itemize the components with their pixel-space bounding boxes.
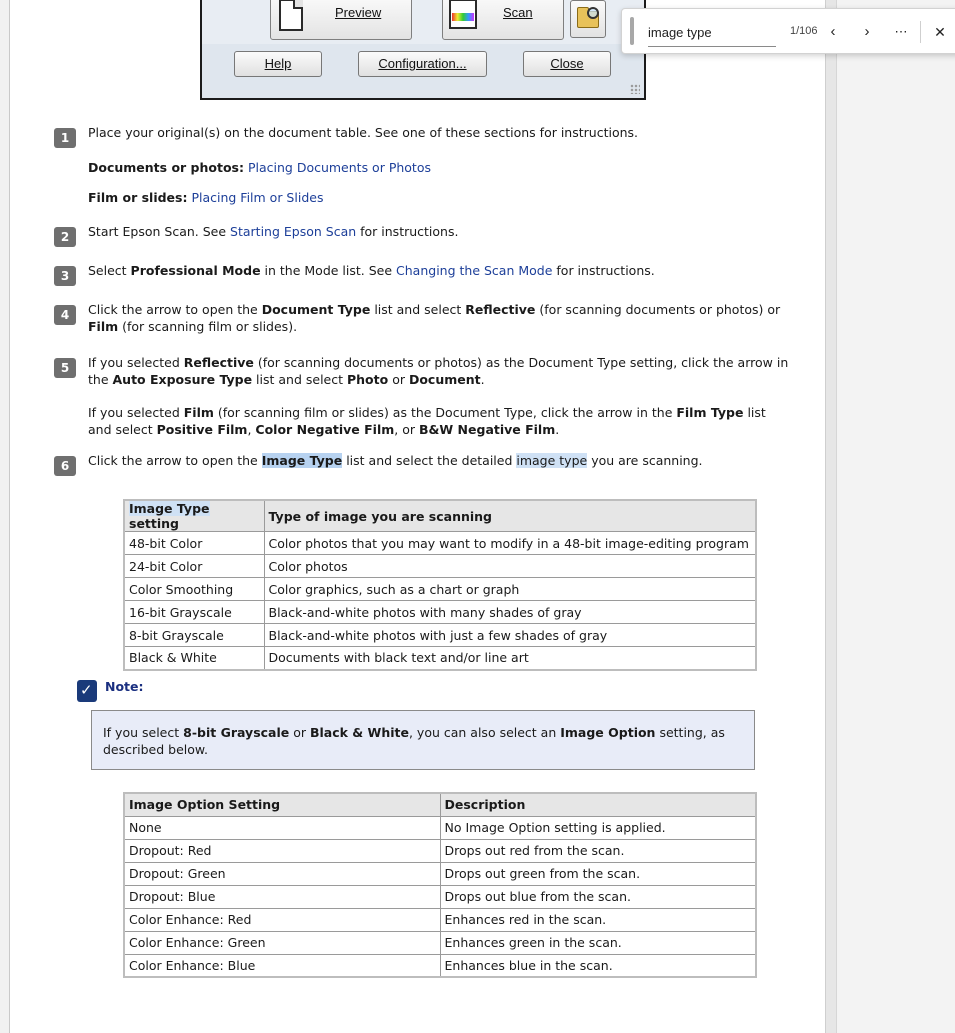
table-cell: Color photos that you may want to modify in a 48-bit image-editing program [264,532,756,555]
table-cell: Dropout: Blue [124,885,440,908]
placing-documents-link[interactable]: Placing Documents or Photos [247,160,431,175]
table-row [124,816,756,839]
table-row [124,532,756,555]
scan-button[interactable] [442,0,564,40]
docs-label: Documents or photos: [88,160,244,175]
table-row [124,839,756,862]
vertical-scrollbar[interactable] [825,0,837,1033]
left-margin [0,0,10,1033]
table-header-row [124,500,756,532]
table-cell: Enhances green in the scan. [440,931,756,954]
table-cell: 8-bit Grayscale [124,624,264,647]
table-cell: Enhances blue in the scan. [440,954,756,977]
close-dialog-button[interactable]: Close [523,51,611,77]
find-match-count: 1/106 [790,25,818,37]
file-save-settings-button[interactable] [570,0,606,38]
resize-grip[interactable] [630,84,640,94]
table-row [124,555,756,578]
table-cell: No Image Option setting is applied. [440,816,756,839]
table-cell: Dropout: Red [124,839,440,862]
configuration-button[interactable]: Configuration... [358,51,487,77]
step-4-text: Click the arrow to open the Document Type list and select Reflective (for scanning documents or photos) or Film (for scanning film or slides). [88,302,781,334]
table-cell: None [124,816,440,839]
table-cell: Color graphics, such as a chart or graph [264,578,756,601]
find-bar-divider [920,21,921,43]
table-row [124,624,756,647]
step-badge-6: 6 [54,456,76,476]
step-badge-2: 2 [54,227,76,247]
table-cell: Color Enhance: Green [124,931,440,954]
note-label: Note: [105,679,144,694]
table-cell: Color Smoothing [124,578,264,601]
table-cell: Drops out red from the scan. [440,839,756,862]
step-2-text: Start Epson Scan. See Starting Epson Scan for instructions. [88,224,459,239]
table-header-row [124,793,756,816]
table-row [124,578,756,601]
note-box: If you select 8-bit Grayscale or Black & White, you can also select an Image Option setting, as described below. [91,710,755,770]
right-pane [837,0,955,1033]
table-header-cell: Type of image you are scanning [264,500,756,532]
chevron-left-icon[interactable]: ‹ [830,23,836,40]
preview-button-label: Preview [335,5,382,20]
table-cell: Drops out blue from the scan. [440,885,756,908]
table-row [124,908,756,931]
image-type-table [123,499,757,671]
table-cell: 24-bit Color [124,555,264,578]
table-row [124,954,756,977]
preview-button[interactable] [270,0,412,40]
table-cell: Drops out green from the scan. [440,862,756,885]
step-badge-3: 3 [54,266,76,286]
scan-icon [449,0,477,29]
table-row [124,931,756,954]
step-3-text: Select Professional Mode in the Mode list. See Changing the Scan Mode for instructions. [88,263,655,278]
table-row [124,601,756,624]
find-input[interactable] [648,19,776,47]
table-row [124,862,756,885]
more-icon[interactable]: ⋯ [894,24,908,39]
table-row [124,647,756,670]
search-highlight: image type [516,453,588,468]
table-header-cell: Description [440,793,756,816]
step-badge-5: 5 [54,358,76,378]
table-header-cell: Image Option Setting [124,793,440,816]
search-highlight: Image Type [129,501,210,516]
epson-scan-dialog [200,0,646,100]
chevron-right-icon[interactable]: › [864,23,870,40]
step-1-text: Place your original(s) on the document table. See one of these sections for instructions. [88,125,638,140]
starting-epson-scan-link[interactable]: Starting Epson Scan [230,224,357,239]
table-header-cell: Image Type setting [124,500,264,532]
table-row [124,885,756,908]
table-cell: Color Enhance: Red [124,908,440,931]
step-1-film-line [88,189,793,206]
find-bar [621,8,955,54]
step-1-docs-line [88,159,793,176]
close-icon[interactable]: ✕ [934,24,946,40]
step-6-text: Click the arrow to open the Image Type list and select the detailed image type you are scanning. [88,453,703,468]
step-5-film-text: If you selected Film (for scanning film or slides) as the Document Type, click the arrow in the Film Type list and select Positive Film, Color Negative Film, or B&W Negative Film. [88,405,766,437]
table-cell: Dropout: Green [124,862,440,885]
table-cell: 48-bit Color [124,532,264,555]
document-icon [279,0,303,31]
table-cell: Black-and-white photos with many shades of gray [264,601,756,624]
step-badge-4: 4 [54,305,76,325]
note-check-icon [77,680,97,702]
find-bar-accent [630,17,634,45]
table-cell: 16-bit Grayscale [124,601,264,624]
table-cell: Black-and-white photos with just a few shades of gray [264,624,756,647]
table-cell: Black & White [124,647,264,670]
film-label: Film or slides: [88,190,188,205]
table-cell: Color Enhance: Blue [124,954,440,977]
help-button[interactable]: Help [234,51,322,77]
magnifier-icon [587,7,599,19]
table-cell: Color photos [264,555,756,578]
search-highlight-current: Image Type [261,453,343,468]
step-5-text: If you selected Reflective (for scanning documents or photos) as the Document Type setting, click the arrow in the Auto Exposure Type list and select Photo or Document. [88,355,789,387]
changing-scan-mode-link[interactable]: Changing the Scan Mode [396,263,553,278]
scan-button-label: Scan [503,5,533,20]
table-cell: Enhances red in the scan. [440,908,756,931]
table-cell: Documents with black text and/or line art [264,647,756,670]
placing-film-link[interactable]: Placing Film or Slides [191,190,324,205]
image-option-table [123,792,757,978]
step-badge-1: 1 [54,128,76,148]
